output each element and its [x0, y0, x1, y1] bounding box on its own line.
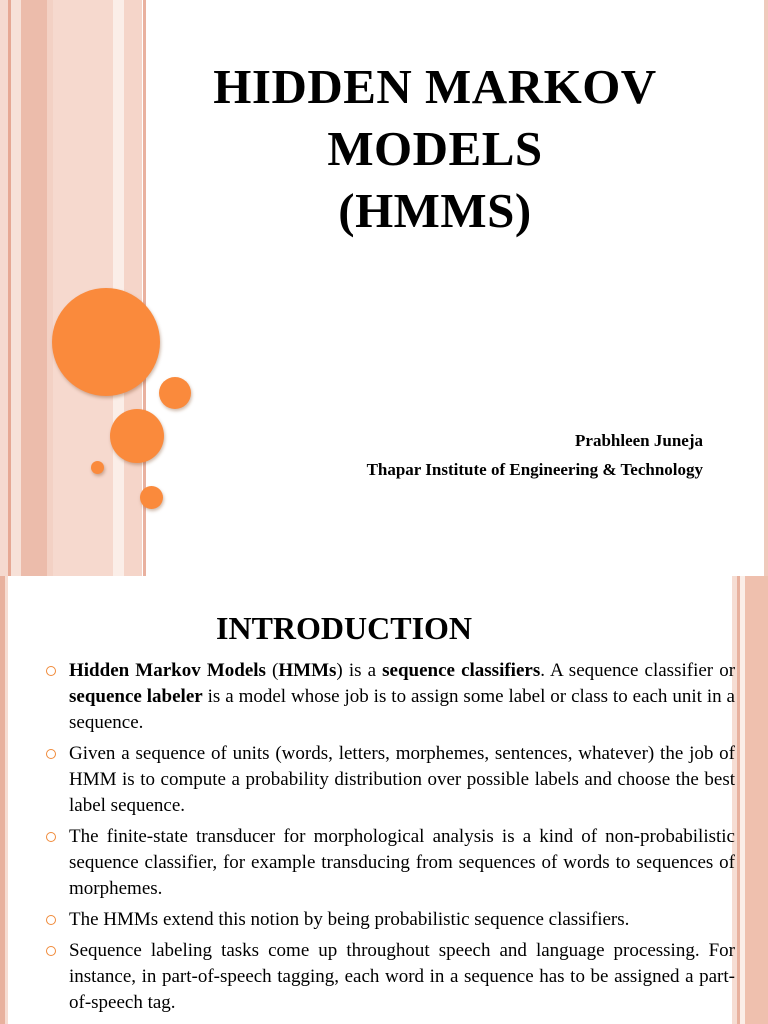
bullet-circle-icon: [46, 946, 56, 956]
bullet-text: The HMMs extend this notion by being probabilistic sequence classifiers.: [69, 909, 630, 930]
decorative-stripe: [124, 0, 142, 576]
bullet-circle-icon: [46, 749, 56, 759]
decorative-stripe: [0, 0, 8, 576]
title-line: HIDDEN MARKOV: [213, 59, 657, 114]
bullet-text: is a model whose job is to assign some label or class to each unit in a sequence.: [69, 686, 735, 733]
decorative-circle-large: [52, 288, 160, 396]
bullet-text: . A sequence classifier or: [540, 660, 736, 681]
decorative-circle-small: [159, 377, 191, 409]
bullet-item: [44, 907, 735, 933]
bullet-list: [44, 658, 735, 1021]
introduction-slide: [0, 576, 768, 1024]
bullet-item: [44, 741, 735, 819]
bullet-circle-icon: [46, 915, 56, 925]
bullet-text: (: [265, 660, 279, 681]
decorative-stripe: [764, 0, 768, 576]
decorative-stripe: [21, 0, 47, 576]
decorative-stripe: [5, 576, 8, 1024]
bullet-text: ) is a: [336, 660, 383, 681]
decorative-circle-tiny: [91, 461, 104, 474]
bullet-text: Sequence labeling tasks come up throughout speech and language processing. For instance, in part-of-speech tagging, each word in a sequence has to be assigned a part-of-speech tag.: [69, 940, 735, 1013]
title-line: (HMMS): [338, 183, 532, 238]
bullet-text: The finite-state transducer for morphological analysis is a kind of non-probabilistic sequence classifier, for example transducing from sequences of words to sequences of morphemes.: [69, 826, 735, 899]
section-heading: INTRODUCTION: [216, 610, 473, 646]
bullet-text: Given a sequence of units (words, letters, morphemes, sentences, whatever) the job of HMM is to compute a probability distribution over possible labels and choose the best label sequence.: [69, 743, 735, 816]
bullet-text-bold: HMMs: [278, 660, 337, 681]
bullet-item: [44, 824, 735, 902]
decorative-stripe: [745, 576, 768, 1024]
decorative-circle-medium: [110, 409, 164, 463]
decorative-stripe: [11, 0, 21, 576]
title-line: MODELS: [327, 121, 543, 176]
author-name: Prabhleen Juneja: [575, 431, 703, 450]
bullet-text-bold: sequence labeler: [69, 686, 203, 707]
decorative-circle-small: [140, 486, 163, 509]
author-institute: Thapar Institute of Engineering & Technology: [366, 460, 703, 479]
bullet-text-bold: Hidden Markov Models: [69, 660, 266, 681]
bullet-item: [44, 938, 735, 1016]
bullet-circle-icon: [46, 666, 56, 676]
bullet-item: [44, 658, 735, 736]
slide-title: [170, 56, 700, 242]
bullet-text-bold: sequence classifiers: [382, 660, 541, 681]
author-block: [367, 426, 703, 484]
bullet-circle-icon: [46, 832, 56, 842]
